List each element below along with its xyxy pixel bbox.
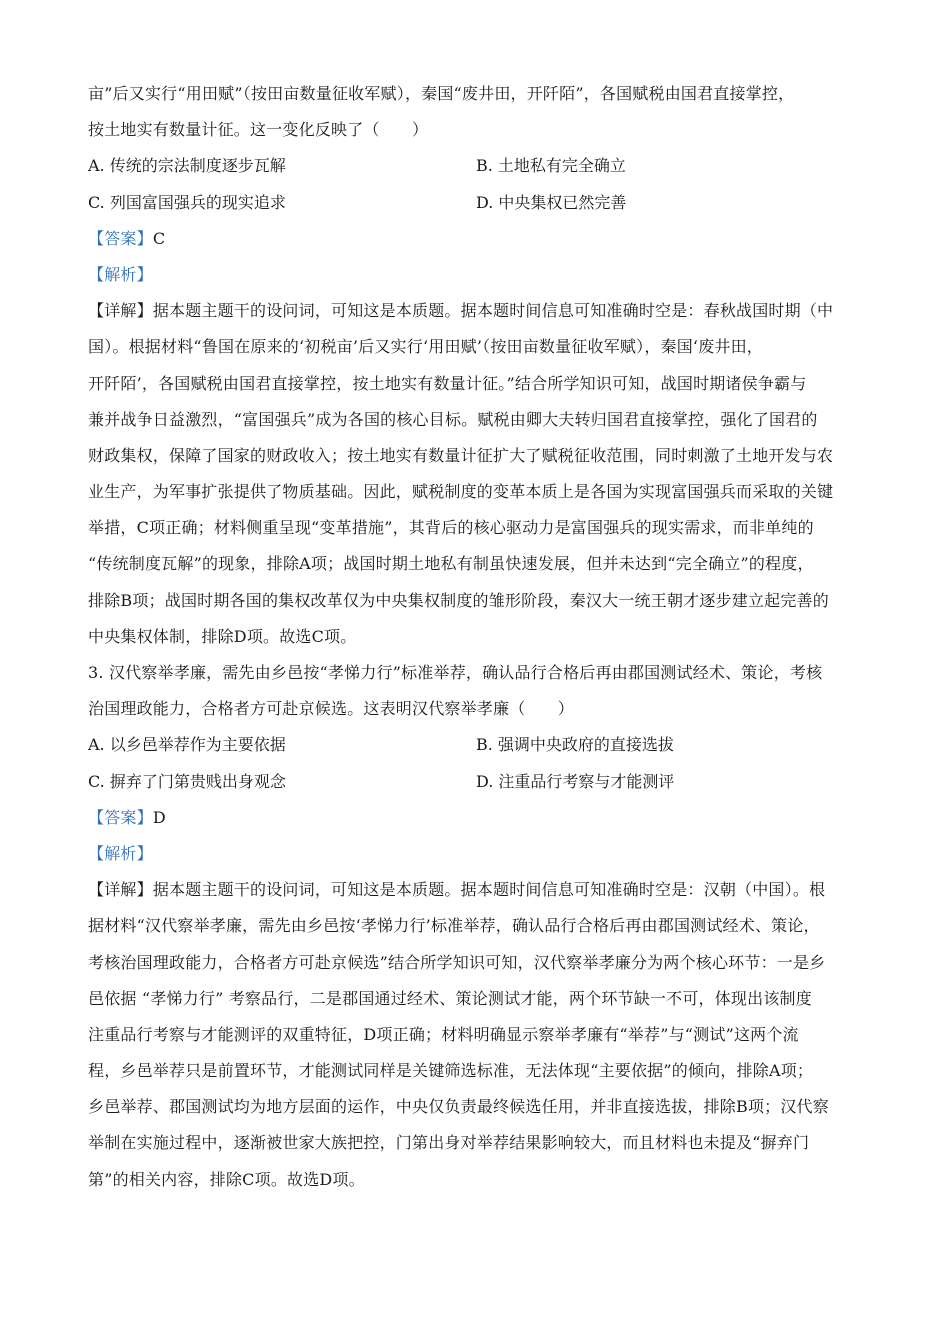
q3-detail-line-2: 据材料“汉代察举孝廉，需先由乡邑按‘孝悌力行’标准举荐，确认品行合格后再由郡国测试经术、策论， <box>88 916 820 936</box>
q3-option-d: D. 注重品行考察与才能测评 <box>476 771 675 791</box>
q2-answer-value: C <box>152 228 166 248</box>
q2-option-c: C. 列国富国强兵的现实追求 <box>88 192 286 212</box>
q3-detail-line-3: 考核治国理政能力，合格者方可赴京候选”结合所学知识可知，汉代察举孝廉分为两个核心环节：一是乡 <box>88 952 826 972</box>
q3-answer <box>88 800 888 836</box>
q3-option-a: A. 以乡邑举荐作为主要依据 <box>88 735 286 755</box>
q2-detail-line-5: 财政集权，保障了国家的财政收入；按土地实有数量计征扩大了赋税征收范围，同时刺激了土地开发与农 <box>88 445 834 465</box>
q2-detail-line-7: 举措，C项正确；材料侧重呈现“变革措施”，其背后的核心驱动力是富国强兵的现实需求，而非单纯的 <box>88 518 814 538</box>
q3-detail-line-9: 第”的相关内容，排除C项。故选D项。 <box>88 1169 365 1189</box>
q3-stem-line-2: 治国理政能力，合格者方可赴京候选。这表明汉代察举孝廉（ ） <box>88 699 575 719</box>
q2-option-b: B. 土地私有完全确立 <box>476 156 626 176</box>
q2-options-row-1 <box>88 148 888 184</box>
q2-detail-line-1 <box>88 293 888 329</box>
q3-answer-value: D <box>152 807 166 827</box>
q2-answer <box>88 221 888 257</box>
q2-options-row-2 <box>88 185 888 221</box>
q3-detail-line-1 <box>88 872 888 908</box>
q2-detail-line-9: 排除B项；战国时期各国的集权改革仅为中央集权制度的雏形阶段，秦汉大一统王朝才逐步建立起完善的 <box>88 590 829 610</box>
q3-options-row-2 <box>88 764 888 800</box>
q3-detail-line-5: 注重品行考察与才能测评的双重特征，D项正确；材料明确显示察举孝廉有“举荐”与“测试”这两个流 <box>88 1024 799 1044</box>
q2-detail-label: 【详解】 <box>88 301 153 321</box>
document-page <box>88 76 888 1198</box>
q3-stem-line-1: 3. 汉代察举孝廉，需先由乡邑按“孝悌力行”标准举荐，确认品行合格后再由郡国测试经术、策论，考核 <box>88 663 823 682</box>
q2-detail-text-1: 据本题主题干的设问词，可知这是本质题。据本题时间信息可知准确时空是：春秋战国时期（中 <box>152 301 834 321</box>
q3-detail-text-1: 据本题主题干的设问词，可知这是本质题。据本题时间信息可知准确时空是：汉朝（中国）。根 <box>152 880 826 900</box>
q3-detail-line-4: 邑依据 “孝悌力行” 考察品行，二是郡国通过经术、策论测试才能，两个环节缺一不可，体现出该制度 <box>88 988 812 1008</box>
q2-option-a: A. 传统的宗法制度逐步瓦解 <box>88 156 286 176</box>
q2-detail-line-4: 兼并战争日益激烈，“富国强兵”成为各国的核心目标。赋税由卿大夫转归国君直接掌控，强化了国君的 <box>88 409 818 429</box>
q3-analysis-heading <box>88 836 888 872</box>
q2-stem-line-2: 按土地实有数量计征。这一变化反映了（ ） <box>88 120 429 140</box>
q3-answer-label: 【答案】 <box>88 807 153 827</box>
q2-stem-line-1: 亩”后又实行“用田赋”（按田亩数量征收军赋），秦国“废井田，开阡陌”，各国赋税由国君直接掌控， <box>88 84 795 103</box>
q3-analysis-label: 【解析】 <box>88 843 153 863</box>
q2-analysis-label: 【解析】 <box>88 264 153 284</box>
q2-detail-line-3: 开阡陌’，各国赋税由国君直接掌控，按土地实有数量计征。”结合所学知识可知，战国时期诸侯争霸与 <box>88 373 807 393</box>
q3-options-row-1 <box>88 727 888 763</box>
q2-answer-label: 【答案】 <box>88 228 153 248</box>
q2-detail-line-8: “传统制度瓦解”的现象，排除A项；战国时期土地私有制虽快速发展，但并未达到“完全确立”的程度， <box>88 554 814 574</box>
q3-detail-line-6: 程，乡邑举荐只是前置环节，才能测试同样是关键筛选标准，无法体现“主要依据”的倾向，排除A项； <box>88 1061 814 1081</box>
q2-analysis-heading <box>88 257 888 293</box>
q3-option-b: B. 强调中央政府的直接选拔 <box>476 735 674 755</box>
q3-detail-line-8: 举制在实施过程中，逐渐被世家大族把控，门第出身对举荐结果影响较大，而且材料也未提及“摒弃门 <box>88 1133 810 1153</box>
q3-option-c: C. 摒弃了门第贵贱出身观念 <box>88 771 286 791</box>
q3-detail-line-7: 乡邑举荐、郡国测试均为地方层面的运作，中央仅负责最终候选任用，并非直接选拔，排除B项；汉代察 <box>88 1097 829 1117</box>
q2-detail-line-2: 国）。根据材料“鲁国在原来的‘初税亩’后又实行‘用田赋’（按田亩数量征收军赋），秦国‘废井田， <box>88 337 764 357</box>
q2-option-d: D. 中央集权已然完善 <box>476 192 627 212</box>
q3-detail-label: 【详解】 <box>88 880 153 900</box>
q2-detail-line-10: 中央集权体制，排除D项。故选C项。 <box>88 626 357 646</box>
q2-detail-line-6: 业生产，为军事扩张提供了物质基础。因此，赋税制度的变革本质上是各国为实现富国强兵而采取的关键 <box>88 482 834 502</box>
